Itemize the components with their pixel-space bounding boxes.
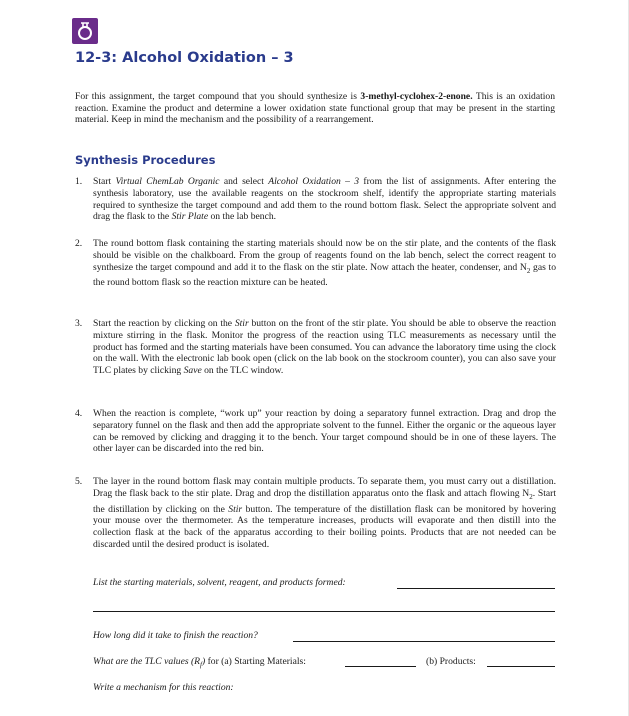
answer-line-starting-materials-2[interactable] — [93, 611, 555, 612]
question-reaction-time: How long did it take to finish the reaction? — [93, 630, 258, 641]
answer-line-tlc-products[interactable] — [487, 666, 555, 667]
label-tlc-products: (b) Products: — [426, 656, 476, 667]
procedure-step-1: 1. Start Virtual ChemLab Organic and select Alcohol Oxidation – 3 from the list of assignments. After entering the synthesis laboratory, use the available reagents on the stockroom shelf, identify the appropriate starting materials required to synthesize the target compound and add them to the round bottom flask. Select the appropriate solvent and drag the flask to the Stir Plate on the lab bench. — [75, 176, 556, 223]
flask-ring-icon — [72, 18, 98, 44]
procedure-step-4: 4. When the reaction is complete, “work up” your reaction by doing a separatory funnel extraction. Drag and drop the separatory funnel on the flask and then add the appropriate solvent to the funnel. Either the organic or the aqueous layer can be removed by clicking and dragging it to the bench. Your target compound should be in one of these layers. The other layer can be discarded into the red bin. — [75, 408, 556, 455]
question-mechanism: Write a mechanism for this reaction: — [93, 682, 234, 693]
target-compound: 3-methyl-cyclohex-2-enone. — [360, 91, 473, 102]
section-title: Synthesis Procedures — [75, 153, 216, 167]
procedure-step-3: 3. Start the reaction by clicking on the Stir button on the front of the stir plate. You should be able to observe the reaction mixture stirring in the flask. Monitor the progress of the reaction using TLC measurements as necessary until the product has formed and the starting materials have been consumed. You can advance the laboratory time using the clock on the wall. With the electronic lab book open (click on the lab book on the stockroom counter), you can also save your TLC plates by clicking Save on the TLC window. — [75, 318, 556, 377]
answer-line-tlc-starting[interactable] — [345, 666, 416, 667]
procedure-step-2: 2. The round bottom flask containing the starting materials should now be on the stir plate, and the contents of the flask should be visible on the chalkboard. From the group of reagents found on the lab bench, select the correct reagent to synthesize the target compound and add it to the flask on the stir plate. Now attach the heater, condenser, and $N_2$ gas to the round bottom flask so the reaction mixture can be heated. — [75, 238, 556, 289]
intro-paragraph: For this assignment, the target compound that you should synthesize is 3-methyl-cyclohex-2-enone. This is an oxidation reaction. Examine the product and determine a lower oxidation state functional group that may be present in the starting material. Keep in mind the mechanism and the possibility of a rearrangement. — [75, 91, 556, 126]
answer-line-reaction-time[interactable] — [293, 641, 555, 642]
page-title: 12-3: Alcohol Oxidation – 3 — [75, 50, 294, 66]
answer-line-starting-materials[interactable] — [397, 588, 555, 589]
question-tlc-values: What are the TLC values $(R_f)$ for (a) Starting Materials: — [93, 656, 306, 669]
procedure-step-5: 5. The layer in the round bottom flask may contain multiple products. To separate them, you must carry out a distillation. Drag the flask back to the stir plate. Drag and drop the distillation apparatus onto the flask and attach flowing $N_2$. Start the distillation by clicking on the Stir button. The temperature of the distillation flask can be monitored by hovering your mouse over the thermometer. As the temperature increases, products will evaporate and then distill into the collection flask at the back of the apparatus according to their boiling points. Products that are not needed can be discarded until the desired product is isolated. — [75, 476, 557, 550]
question-starting-materials: List the starting materials, solvent, reagent, and products formed: — [93, 577, 346, 588]
